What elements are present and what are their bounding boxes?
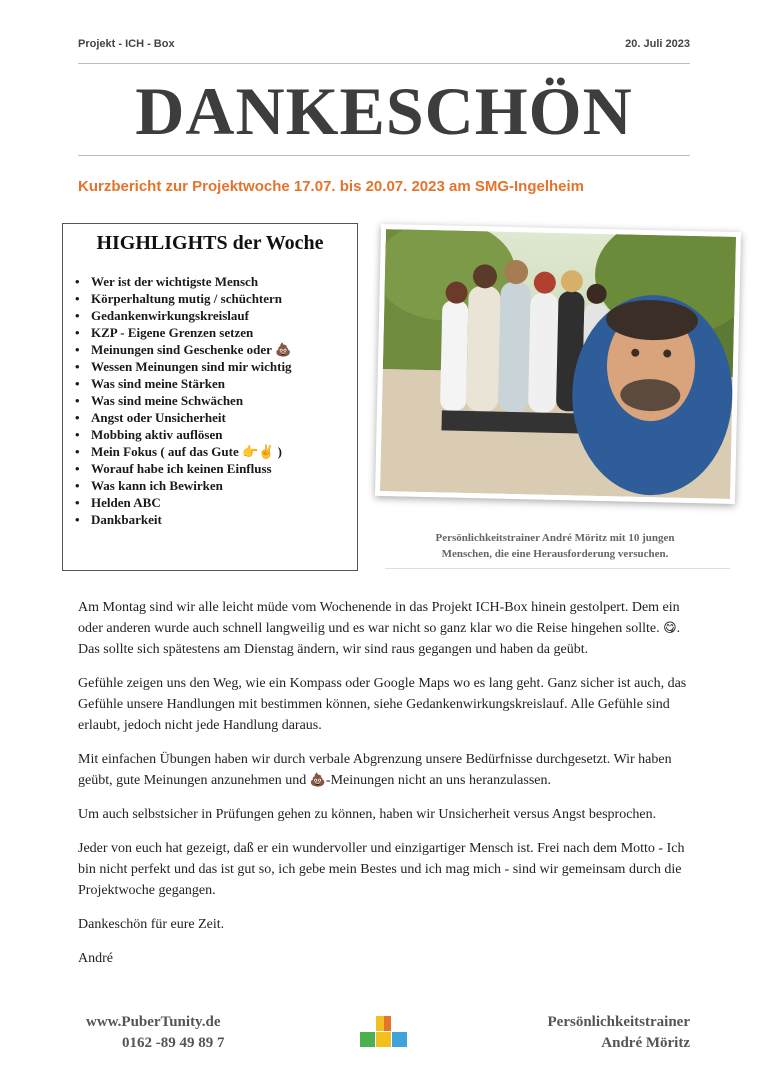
highlight-item: • Meinungen sind Geschenke oder 💩 (73, 341, 347, 358)
photo-caption (385, 530, 725, 562)
closing-line: Dankeschön für eure Zeit. (78, 917, 225, 932)
highlight-item: • Worauf habe ich keinen Einfluss (73, 460, 347, 477)
project-name: Projekt - ICH - Box (78, 38, 175, 50)
highlight-item: • Mein Fokus ( auf das Gute 👉✌️ ) (73, 443, 347, 460)
photo-caption-line: Menschen, die eine Herausforderung versuchen. (441, 548, 669, 560)
body-text: Mit einfachen Übungen haben wir durch verbale Abgrenzung unsere Bedürfnisse durchgesetzt. Wir haben geübt, gute Meinungen anzunehmen und (78, 752, 672, 788)
document-date: 20. Juli 2023 (625, 38, 690, 50)
group-photo (375, 224, 741, 504)
highlight-item: • Angst oder Unsicherheit (73, 409, 347, 426)
body-paragraph: Jeder von euch hat gezeigt, daß er ein wundervoller und einzigartiger Mensch ist. Frei nach dem Motto - Ich bin nicht perfekt und das ist gut so, ich gebe mein Bestes und ich mag mich - sind wir gemeinsam durch die Projektwoche gegangen. (78, 841, 685, 898)
footer-trainer (548, 1012, 690, 1054)
highlight-item: • Was kann ich Bewirken (73, 477, 347, 494)
body-paragraph (78, 597, 698, 660)
highlight-item: • Helden ABC (73, 494, 347, 511)
body-text: -Meinungen nicht an uns heranzulassen. (325, 773, 552, 788)
header-divider (78, 63, 690, 64)
trainer-name: André Möritz (601, 1035, 690, 1051)
highlight-item: • Wessen Meinungen sind mir wichtig (73, 358, 347, 375)
yum-emoji-icon: 😋 (663, 621, 677, 636)
body-text: . Das sollte sich spätestens am Dienstag ändern, wir sind raus gegangen und haben da geübt. (78, 621, 681, 657)
highlight-item: • Was sind meine Stärken (73, 375, 347, 392)
highlight-item: • Körperhaltung mutig / schüchtern (73, 290, 347, 307)
group-photo-image (380, 229, 736, 499)
website-link[interactable]: www.PuberTunity.de (86, 1014, 221, 1030)
photo-caption-line: Persönlichkeitstrainer André Möritz mit 10 jungen (435, 532, 675, 544)
poop-emoji-icon: 💩 (309, 773, 326, 788)
phone-number: 0162 -89 49 89 7 (122, 1035, 225, 1051)
highlight-item: • KZP - Eigene Grenzen setzen (73, 324, 347, 341)
page-subtitle: Kurzbericht zur Projektwoche 17.07. bis 20.07. 2023 am SMG-Ingelheim (78, 178, 585, 195)
highlight-item: • Wer ist der wichtigste Mensch (73, 273, 347, 290)
highlights-box (62, 223, 358, 571)
caption-divider (385, 568, 730, 569)
highlight-item: • Dankbarkeit (73, 511, 347, 528)
signature: André (78, 951, 113, 966)
highlights-list (73, 273, 347, 528)
body-paragraph: Um auch selbstsicher in Prüfungen gehen zu können, haben wir Unsicherheit versus Angst besprochen. (78, 807, 657, 822)
highlight-item: • Was sind meine Schwächen (73, 392, 347, 409)
page-title: DANKESCHÖN (135, 73, 633, 149)
logo-icon (360, 1016, 408, 1048)
body-paragraph (78, 749, 698, 791)
body-text: Am Montag sind wir alle leicht müde vom Wochenende in das Projekt ICH-Box hinein gestolpert. Dem ein oder anderen wurde auch schnell langweilig und es war nicht so ganz klar wo die Reise hingehen sollte. (78, 600, 680, 636)
trainer-role: Persönlichkeitstrainer (547, 1014, 690, 1030)
highlight-item: • Mobbing aktiv auflösen (73, 426, 347, 443)
report-body (78, 597, 698, 982)
body-paragraph: Gefühle zeigen uns den Weg, wie ein Kompass oder Google Maps wo es lang geht. Ganz sicher ist auch, das Gefühle unsere Handlungen mit bestimmen können, siehe Gedankenwirkungskreislauf. Alle Gefühle sind erlaubt, jedoch nicht jede Handlung daraus. (78, 676, 687, 733)
footer-contact (86, 1012, 225, 1054)
highlight-item: • Gedankenwirkungskreislauf (73, 307, 347, 324)
title-divider (78, 155, 690, 156)
highlights-heading: HIGHLIGHTS der Woche (96, 232, 324, 254)
